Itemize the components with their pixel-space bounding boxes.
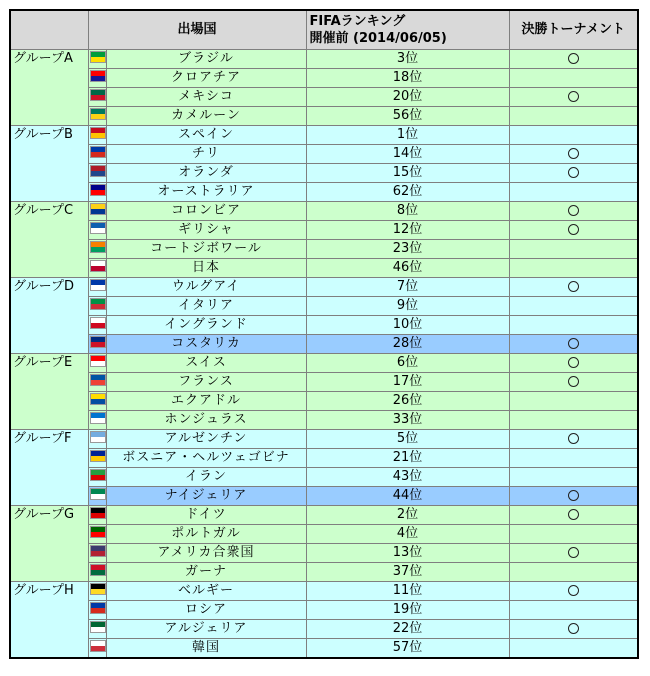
- table-row: [10, 582, 638, 601]
- flag-icon: [90, 621, 106, 633]
- knockout-cell: [509, 487, 638, 506]
- group-label: グループE: [10, 354, 88, 430]
- knockout-cell: [509, 69, 638, 88]
- knockout-cell: [509, 544, 638, 563]
- country-name: メキシコ: [106, 88, 306, 107]
- flag-cell: [88, 335, 106, 354]
- knockout-cell: [509, 354, 638, 373]
- circle-mark-icon: [568, 148, 579, 159]
- group-label: グループF: [10, 430, 88, 506]
- country-name: フランス: [106, 373, 306, 392]
- fifa-rank: 62位: [306, 183, 509, 202]
- flag-icon: [90, 184, 106, 196]
- flag-cell: [88, 563, 106, 582]
- country-name: ボスニア・ヘルツェゴビナ: [106, 449, 306, 468]
- knockout-cell: [509, 50, 638, 69]
- fifa-rank: 28位: [306, 335, 509, 354]
- table-row: [10, 240, 638, 259]
- fifa-rank: 15位: [306, 164, 509, 183]
- fifa-rank: 10位: [306, 316, 509, 335]
- country-name: チリ: [106, 145, 306, 164]
- flag-cell: [88, 582, 106, 601]
- fifa-rank: 18位: [306, 69, 509, 88]
- flag-cell: [88, 69, 106, 88]
- flag-icon: [90, 450, 106, 462]
- circle-mark-icon: [568, 490, 579, 501]
- header-rank-line2: 開催前 (2014/06/05): [309, 31, 447, 46]
- flag-cell: [88, 354, 106, 373]
- fifa-rank: 12位: [306, 221, 509, 240]
- group-label: グループC: [10, 202, 88, 278]
- country-name: ナイジェリア: [106, 487, 306, 506]
- table-row: [10, 316, 638, 335]
- flag-icon: [90, 393, 106, 405]
- header-row: [10, 10, 638, 50]
- header-fifa-ranking: [306, 10, 509, 50]
- knockout-cell: [509, 582, 638, 601]
- circle-mark-icon: [568, 585, 579, 596]
- country-name: ベルギー: [106, 582, 306, 601]
- table-row: [10, 620, 638, 639]
- flag-icon: [90, 640, 106, 652]
- country-name: アメリカ合衆国: [106, 544, 306, 563]
- knockout-cell: [509, 411, 638, 430]
- knockout-cell: [509, 601, 638, 620]
- flag-icon: [90, 165, 106, 177]
- fifa-rank: 9位: [306, 297, 509, 316]
- circle-mark-icon: [568, 53, 579, 64]
- circle-mark-icon: [568, 376, 579, 387]
- country-name: 日本: [106, 259, 306, 278]
- flag-cell: [88, 50, 106, 69]
- group-label: グループH: [10, 582, 88, 659]
- flag-icon: [90, 89, 106, 101]
- fifa-rank: 23位: [306, 240, 509, 259]
- knockout-cell: [509, 259, 638, 278]
- fifa-rank: 46位: [306, 259, 509, 278]
- table-row: [10, 430, 638, 449]
- flag-cell: [88, 373, 106, 392]
- flag-cell: [88, 107, 106, 126]
- knockout-cell: [509, 620, 638, 639]
- flag-cell: [88, 297, 106, 316]
- circle-mark-icon: [568, 623, 579, 634]
- flag-icon: [90, 317, 106, 329]
- flag-cell: [88, 240, 106, 259]
- country-name: 韓国: [106, 639, 306, 659]
- world-cup-groups-table: [9, 9, 639, 659]
- flag-cell: [88, 259, 106, 278]
- country-name: イラン: [106, 468, 306, 487]
- knockout-cell: [509, 202, 638, 221]
- knockout-cell: [509, 240, 638, 259]
- country-name: ホンジュラス: [106, 411, 306, 430]
- knockout-cell: [509, 639, 638, 659]
- table-row: [10, 145, 638, 164]
- country-name: コートジボワール: [106, 240, 306, 259]
- flag-icon: [90, 222, 106, 234]
- flag-cell: [88, 164, 106, 183]
- flag-cell: [88, 544, 106, 563]
- flag-cell: [88, 278, 106, 297]
- table-row: [10, 639, 638, 659]
- flag-icon: [90, 564, 106, 576]
- country-name: ウルグアイ: [106, 278, 306, 297]
- group-label: グループA: [10, 50, 88, 126]
- knockout-cell: [509, 221, 638, 240]
- fifa-rank: 1位: [306, 126, 509, 145]
- knockout-cell: [509, 525, 638, 544]
- flag-cell: [88, 601, 106, 620]
- table-row: [10, 506, 638, 525]
- fifa-rank: 20位: [306, 88, 509, 107]
- fifa-rank: 14位: [306, 145, 509, 164]
- flag-icon: [90, 469, 106, 481]
- flag-icon: [90, 507, 106, 519]
- flag-icon: [90, 488, 106, 500]
- table-row: [10, 278, 638, 297]
- knockout-cell: [509, 316, 638, 335]
- table-row: [10, 259, 638, 278]
- flag-cell: [88, 316, 106, 335]
- knockout-cell: [509, 145, 638, 164]
- flag-icon: [90, 583, 106, 595]
- flag-cell: [88, 430, 106, 449]
- country-name: アルジェリア: [106, 620, 306, 639]
- group-label: グループG: [10, 506, 88, 582]
- fifa-rank: 44位: [306, 487, 509, 506]
- country-name: イタリア: [106, 297, 306, 316]
- fifa-rank: 57位: [306, 639, 509, 659]
- flag-cell: [88, 221, 106, 240]
- flag-cell: [88, 411, 106, 430]
- flag-cell: [88, 126, 106, 145]
- group-label: グループD: [10, 278, 88, 354]
- fifa-rank: 5位: [306, 430, 509, 449]
- table-row: [10, 354, 638, 373]
- fifa-rank: 7位: [306, 278, 509, 297]
- table-row: [10, 449, 638, 468]
- flag-cell: [88, 620, 106, 639]
- flag-cell: [88, 525, 106, 544]
- country-name: ロシア: [106, 601, 306, 620]
- circle-mark-icon: [568, 547, 579, 558]
- knockout-cell: [509, 468, 638, 487]
- header-group-cell: [10, 10, 88, 50]
- country-name: スペイン: [106, 126, 306, 145]
- circle-mark-icon: [568, 205, 579, 216]
- country-name: エクアドル: [106, 392, 306, 411]
- flag-icon: [90, 146, 106, 158]
- table-row: [10, 50, 638, 69]
- flag-icon: [90, 412, 106, 424]
- circle-mark-icon: [568, 338, 579, 349]
- circle-mark-icon: [568, 167, 579, 178]
- flag-icon: [90, 51, 106, 63]
- fifa-rank: 11位: [306, 582, 509, 601]
- knockout-cell: [509, 335, 638, 354]
- fifa-rank: 43位: [306, 468, 509, 487]
- table-row: [10, 297, 638, 316]
- circle-mark-icon: [568, 281, 579, 292]
- table-row: [10, 69, 638, 88]
- fifa-rank: 26位: [306, 392, 509, 411]
- flag-cell: [88, 202, 106, 221]
- table-row: [10, 373, 638, 392]
- flag-cell: [88, 468, 106, 487]
- country-name: カメルーン: [106, 107, 306, 126]
- flag-icon: [90, 431, 106, 443]
- fifa-rank: 56位: [306, 107, 509, 126]
- flag-icon: [90, 526, 106, 538]
- fifa-rank: 8位: [306, 202, 509, 221]
- fifa-rank: 4位: [306, 525, 509, 544]
- group-label: グループB: [10, 126, 88, 202]
- circle-mark-icon: [568, 91, 579, 102]
- knockout-cell: [509, 88, 638, 107]
- fifa-rank: 22位: [306, 620, 509, 639]
- table-row: [10, 183, 638, 202]
- flag-cell: [88, 145, 106, 164]
- flag-icon: [90, 70, 106, 82]
- country-name: ブラジル: [106, 50, 306, 69]
- table-row: [10, 544, 638, 563]
- table-row: [10, 88, 638, 107]
- flag-icon: [90, 108, 106, 120]
- table-row: [10, 202, 638, 221]
- table-row: [10, 164, 638, 183]
- knockout-cell: [509, 126, 638, 145]
- table-body: [10, 50, 638, 659]
- table-row: [10, 468, 638, 487]
- country-name: アルゼンチン: [106, 430, 306, 449]
- knockout-cell: [509, 373, 638, 392]
- table-row: [10, 411, 638, 430]
- circle-mark-icon: [568, 433, 579, 444]
- flag-icon: [90, 127, 106, 139]
- knockout-cell: [509, 449, 638, 468]
- flag-icon: [90, 279, 106, 291]
- header-rank-line1: FIFAランキング: [309, 14, 406, 29]
- flag-icon: [90, 203, 106, 215]
- flag-icon: [90, 241, 106, 253]
- country-name: クロアチア: [106, 69, 306, 88]
- fifa-rank: 6位: [306, 354, 509, 373]
- fifa-rank: 37位: [306, 563, 509, 582]
- table-row: [10, 525, 638, 544]
- country-name: コロンビア: [106, 202, 306, 221]
- knockout-cell: [509, 506, 638, 525]
- table-row: [10, 487, 638, 506]
- fifa-rank: 33位: [306, 411, 509, 430]
- country-name: ドイツ: [106, 506, 306, 525]
- fifa-rank: 2位: [306, 506, 509, 525]
- fifa-rank: 3位: [306, 50, 509, 69]
- country-name: ガーナ: [106, 563, 306, 582]
- flag-icon: [90, 336, 106, 348]
- knockout-cell: [509, 392, 638, 411]
- table-row: [10, 563, 638, 582]
- flag-cell: [88, 183, 106, 202]
- knockout-cell: [509, 297, 638, 316]
- knockout-cell: [509, 278, 638, 297]
- table-row: [10, 392, 638, 411]
- header-knockout: 決勝トーナメント: [509, 10, 638, 50]
- country-name: ギリシャ: [106, 221, 306, 240]
- country-name: イングランド: [106, 316, 306, 335]
- flag-cell: [88, 487, 106, 506]
- knockout-cell: [509, 107, 638, 126]
- table-row: [10, 335, 638, 354]
- world-cup-table-wrapper: [9, 9, 639, 659]
- table-row: [10, 221, 638, 240]
- flag-cell: [88, 88, 106, 107]
- circle-mark-icon: [568, 224, 579, 235]
- flag-cell: [88, 449, 106, 468]
- flag-cell: [88, 639, 106, 659]
- fifa-rank: 13位: [306, 544, 509, 563]
- flag-icon: [90, 260, 106, 272]
- circle-mark-icon: [568, 509, 579, 520]
- country-name: オランダ: [106, 164, 306, 183]
- flag-icon: [90, 545, 106, 557]
- country-name: スイス: [106, 354, 306, 373]
- country-name: ポルトガル: [106, 525, 306, 544]
- table-row: [10, 126, 638, 145]
- flag-icon: [90, 374, 106, 386]
- flag-icon: [90, 355, 106, 367]
- knockout-cell: [509, 183, 638, 202]
- flag-icon: [90, 298, 106, 310]
- circle-mark-icon: [568, 357, 579, 368]
- flag-icon: [90, 602, 106, 614]
- country-name: オーストラリア: [106, 183, 306, 202]
- header-country: 出場国: [88, 10, 306, 50]
- fifa-rank: 17位: [306, 373, 509, 392]
- fifa-rank: 21位: [306, 449, 509, 468]
- knockout-cell: [509, 563, 638, 582]
- knockout-cell: [509, 430, 638, 449]
- table-row: [10, 601, 638, 620]
- country-name: コスタリカ: [106, 335, 306, 354]
- flag-cell: [88, 392, 106, 411]
- table-row: [10, 107, 638, 126]
- flag-cell: [88, 506, 106, 525]
- fifa-rank: 19位: [306, 601, 509, 620]
- knockout-cell: [509, 164, 638, 183]
